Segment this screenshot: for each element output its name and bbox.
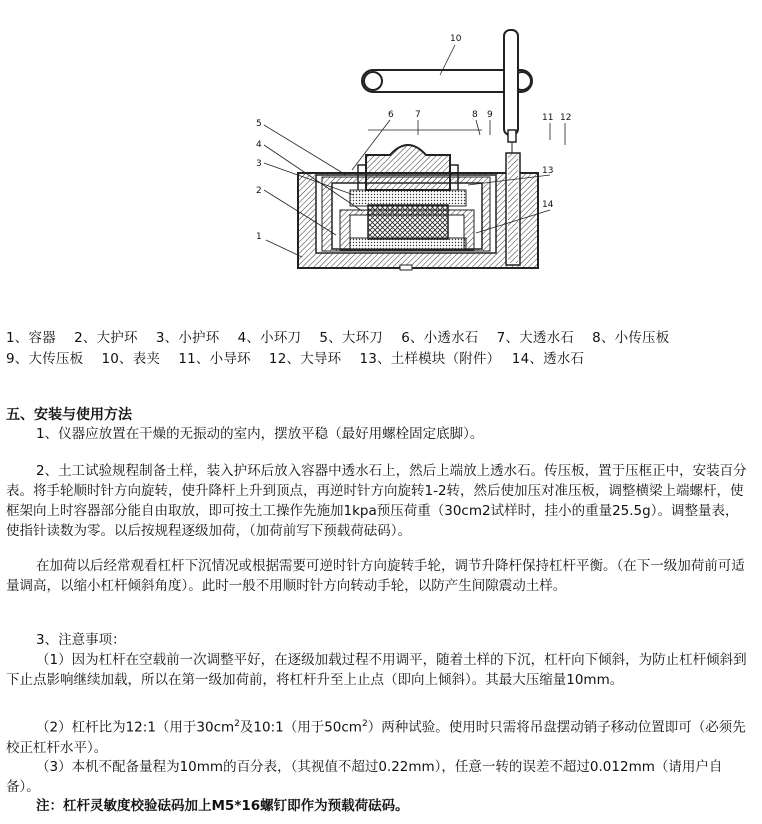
figure-label-7: 7 <box>415 110 421 120</box>
legend-line-1: 1、容器 2、大护环 3、小护环 4、小环刀 5、大环刀 6、小透水石 7、大透水石 8、小传压板 <box>6 330 670 346</box>
figure-label-3: 3 <box>256 159 262 169</box>
figure-label-11: 11 <box>542 113 554 123</box>
note-item-2 <box>6 714 750 758</box>
figure-label-10: 10 <box>450 34 462 44</box>
figure-label-6: 6 <box>388 110 394 120</box>
figure-label-1: 1 <box>256 232 262 242</box>
paragraph-3: 在加荷以后经常观看杠杆下沉情况或根据需要可逆时针方向旋转手轮，调节升降杆保持杠杆平衡。（在下一级加荷前可适量调高，以缩小杠杆倾斜角度）。此时一般不用顺时针方向转动手轮，以防产生间隙震动土样。 <box>6 558 745 594</box>
superscript-2b: 2 <box>361 719 368 729</box>
note-item-1: （1）因为杠杆在空载前一次调整平好，在逐级加载过程不用调平，随着土样的下沉，杠杆向下倾斜，为防止杠杆倾斜到下止点影响继续加载，所以在第一级加荷前，将杠杆升至上止点（即向上倾斜）。其最大压缩量10mm。 <box>6 652 747 688</box>
figure-label-4: 4 <box>256 140 262 150</box>
vertical-rod <box>504 30 518 170</box>
paragraph-1: 1、仪器应放置在干燥的无振动的室内，摆放平稳（最好用螺栓固定底脚）。 <box>36 426 484 442</box>
final-note: 注：杠杆灵敏度校验砝码加上M5*16螺钉即作为预载荷砝码。 <box>36 798 409 814</box>
note-item-3: （3）本机不配备量程为10mm的百分表，（其视值不超过0.22mm），任意一转的误差不超过0.012mm（请用户自备）。 <box>6 759 723 795</box>
consolidometer-diagram <box>250 25 572 280</box>
notes-heading: 3、注意事项： <box>36 632 126 648</box>
paragraph-2: 2、土工试验规程制备土样，装入护环后放入容器中透水石上，然后上端放上透水石。传压板，置于压框正中，安装百分表。将手轮顺时针方向旋转，使升降杆上升到顶点，再逆时针方向旋转1-2转，然后使加压对准压板，调整横梁上端螺杆，使框架向上时容器部分能自由取放，即可按土工操作先施加1kpa预压荷重（30cm2试样时，挂小的重量25.5g）。调整量表，使指针读数为零。以后按规程逐级加荷，（加荷前写下预载荷砝码）。 <box>6 463 747 539</box>
figure-label-5: 5 <box>256 119 262 129</box>
note-item-2-c: ）两种试验。使用时只需将吊盘摆动销子移动位置即可（必须先校正杠杆水平）。 <box>6 719 746 756</box>
superscript-2a: 2 <box>234 719 240 729</box>
figure-label-14: 14 <box>542 200 554 210</box>
note-item-2-b: 及10:1（用于50cm <box>239 719 362 736</box>
loading-plate <box>358 145 458 190</box>
figure-label-2: 2 <box>256 186 262 196</box>
figure-label-12: 12 <box>560 113 572 123</box>
figure-label-9: 9 <box>487 110 493 120</box>
section-heading: 五、安装与使用方法 <box>6 407 132 423</box>
figure-label-8: 8 <box>472 110 478 120</box>
figure-label-13: 13 <box>542 166 554 176</box>
legend-line-2: 9、大传压板 10、表夹 11、小导环 12、大导环 13、土样模块（附件） 14、透水石 <box>6 351 585 367</box>
note-item-2-a: （2）杠杆比为12:1（用于30cm <box>36 719 235 736</box>
